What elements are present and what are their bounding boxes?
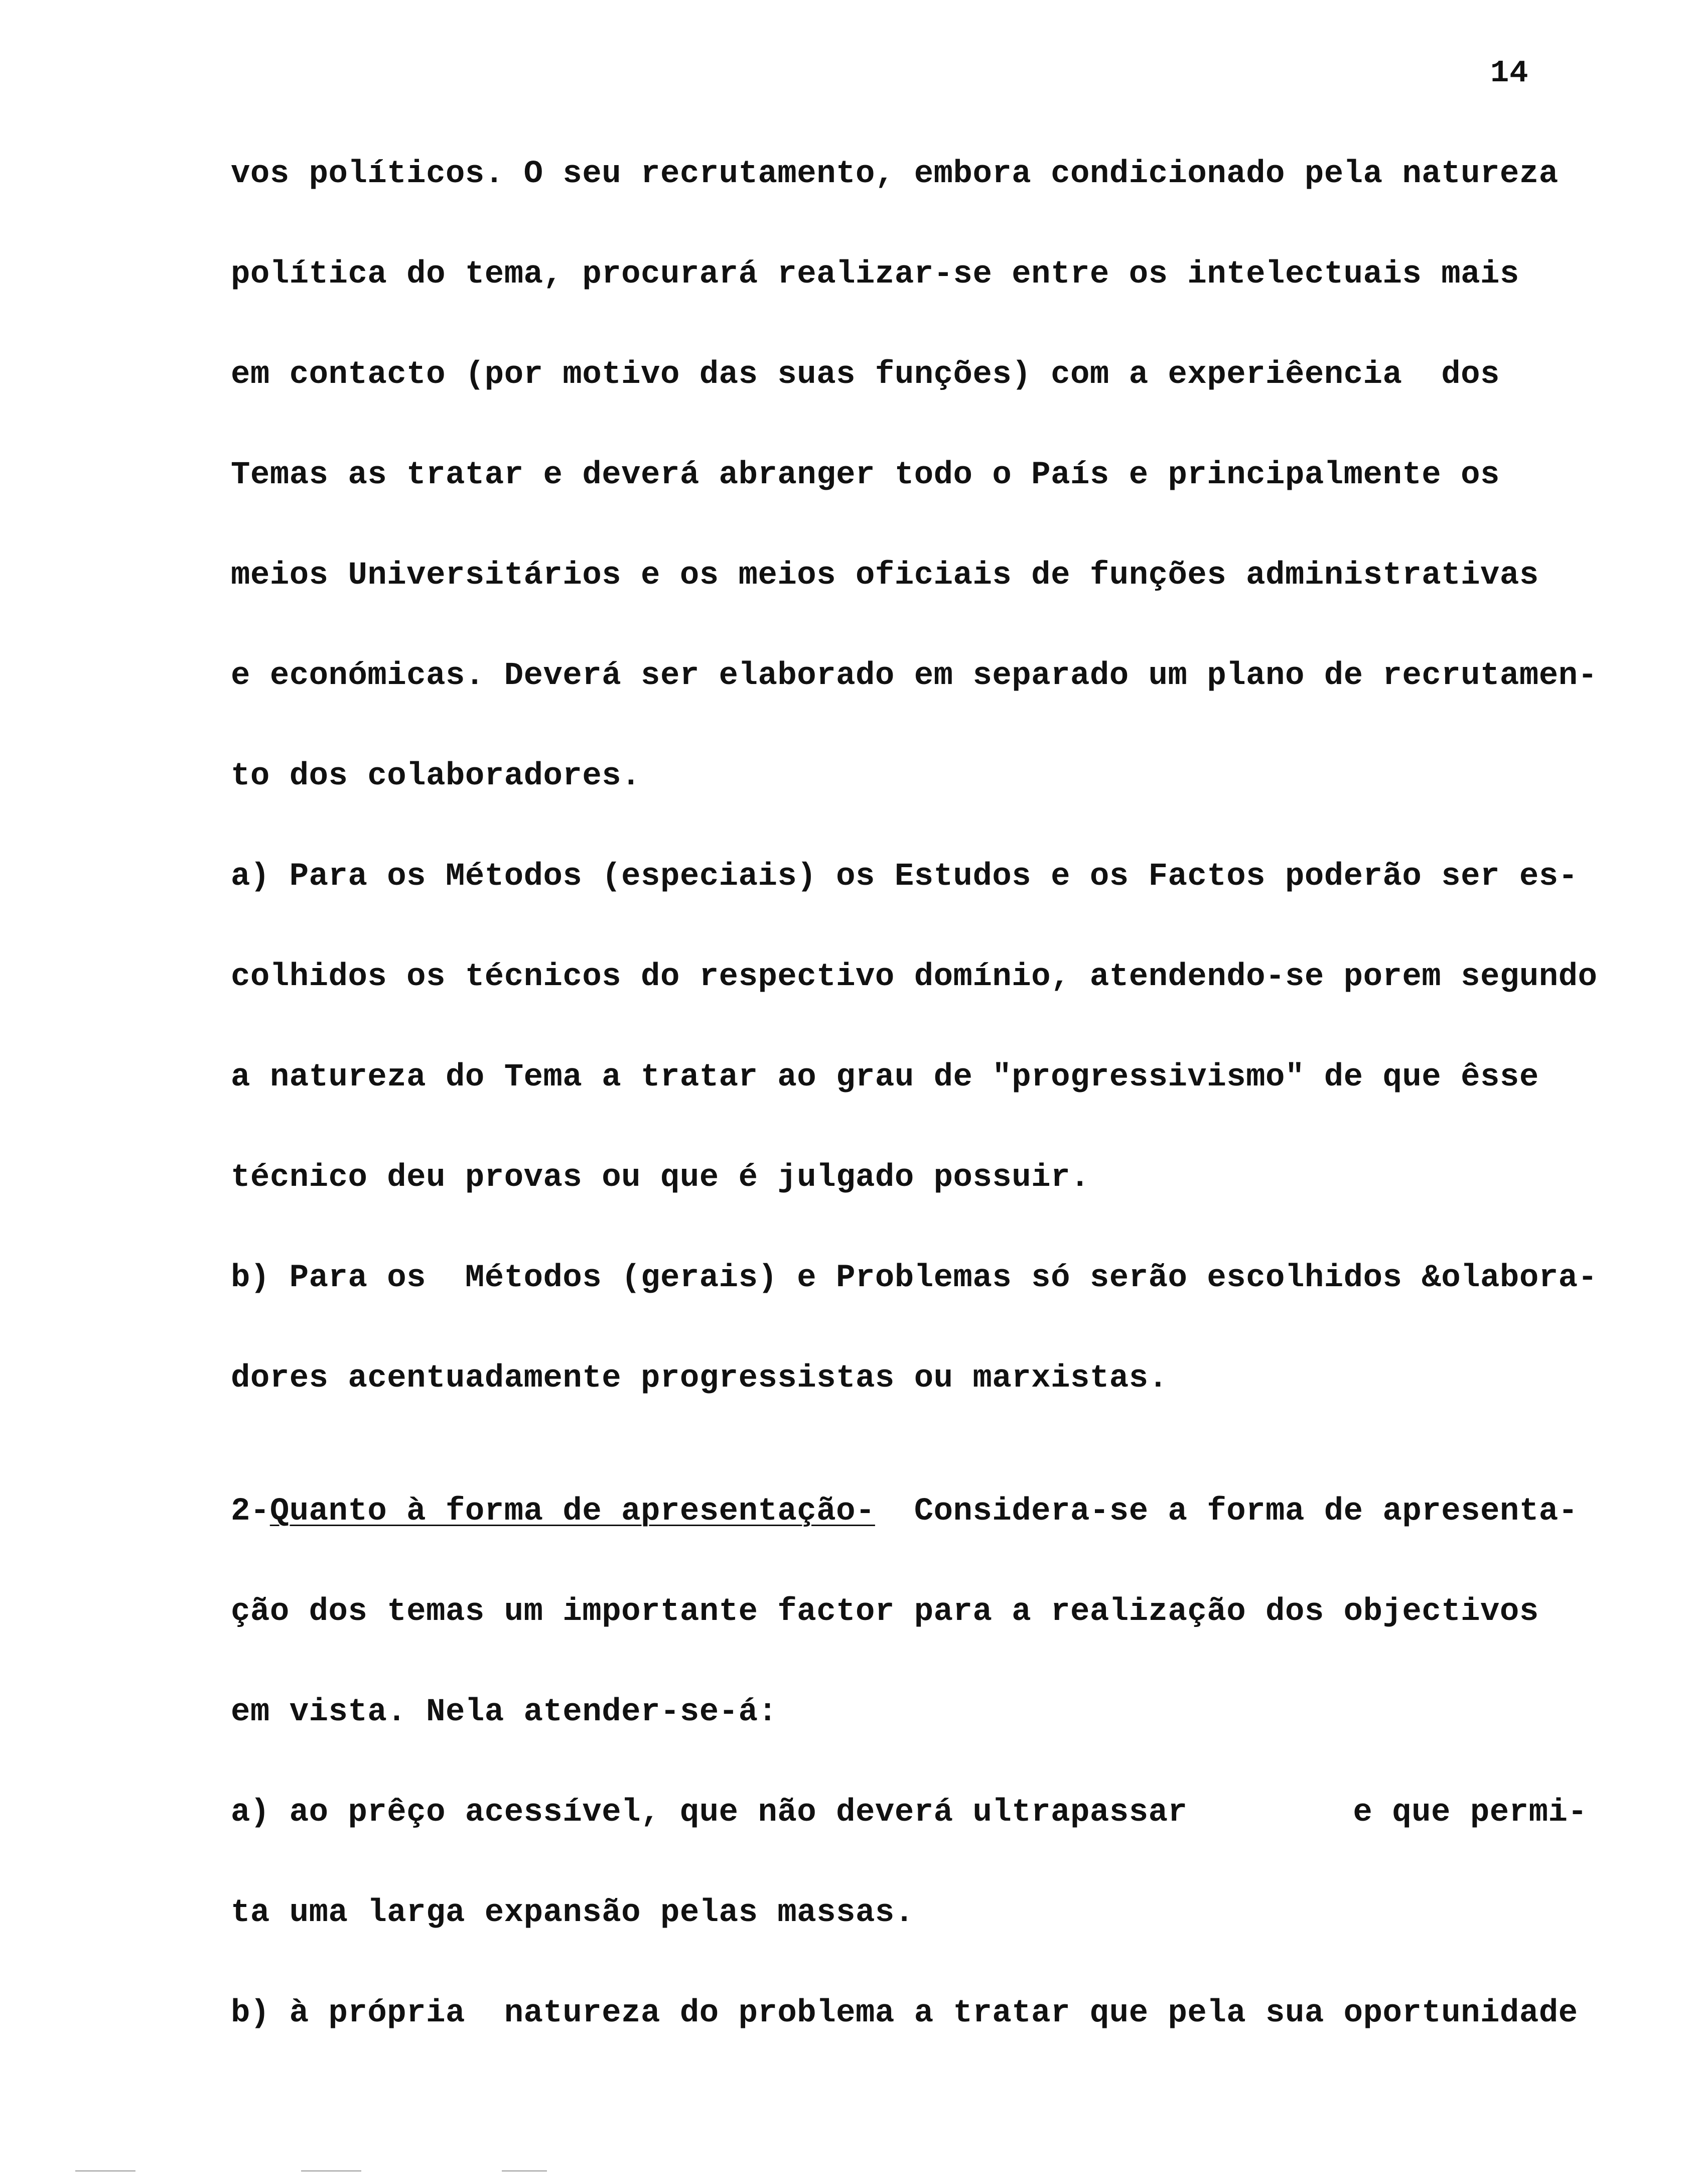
page-number: 14 — [1490, 55, 1529, 91]
scan-artifact — [301, 2170, 361, 2171]
section-number: 2- — [231, 1493, 270, 1530]
text-fragment: a) ao prêço acessível, que não deverá ultrapassar — [231, 1795, 1188, 1831]
text-line: e económicas. Deverá ser elaborado em separado um plano de recrutamen- — [231, 658, 1598, 694]
text-line — [231, 1797, 1587, 1829]
text-line: ta uma larga expansão pelas massas. — [231, 1895, 914, 1931]
text-line: Temas as tratar e deverá abranger todo o País e principalmente os — [231, 457, 1500, 493]
text-line: técnico deu provas ou que é julgado possuir. — [231, 1160, 1090, 1196]
text-fragment: Considera-se a forma de apresenta- — [914, 1493, 1578, 1530]
text-line: em contacto (por motivo das suas funções) com a experiêencia dos — [231, 357, 1500, 393]
text-line: meios Universitários e os meios oficiais de funções administrativas — [231, 558, 1539, 594]
text-line: ção dos temas um importante factor para a realização dos objectivos — [231, 1594, 1539, 1630]
text-line: dores acentuadamente progressistas ou marxistas. — [231, 1360, 1168, 1397]
scan-artifact — [502, 2170, 547, 2171]
text-line: política do tema, procurará realizar-se entre os intelectuais mais — [231, 256, 1519, 293]
text-fragment: e que permi- — [1353, 1795, 1588, 1831]
text-line: vos políticos. O seu recrutamento, embora condicionado pela natureza — [231, 156, 1559, 192]
text-line: colhidos os técnicos do respectivo domínio, atendendo-se porem segundo — [231, 959, 1598, 995]
scan-artifact — [75, 2170, 135, 2171]
text-line: b) à própria natureza do problema a tratar que pela sua oportunidade — [231, 1995, 1578, 2031]
text-line: em vista. Nela atender-se-á: — [231, 1694, 778, 1730]
text-line: to dos colaboradores. — [231, 758, 641, 794]
text-line: b) Para os Métodos (gerais) e Problemas só serão escolhidos &olabora- — [231, 1260, 1598, 1296]
section-heading-line — [231, 1495, 1578, 1528]
text-line: a) Para os Métodos (especiais) os Estudos e os Factos poderão ser es- — [231, 859, 1578, 895]
text-line: a natureza do Tema a tratar ao grau de "progressivismo" de que êsse — [231, 1059, 1539, 1096]
section-heading: Quanto à forma de apresentação- — [269, 1493, 875, 1530]
